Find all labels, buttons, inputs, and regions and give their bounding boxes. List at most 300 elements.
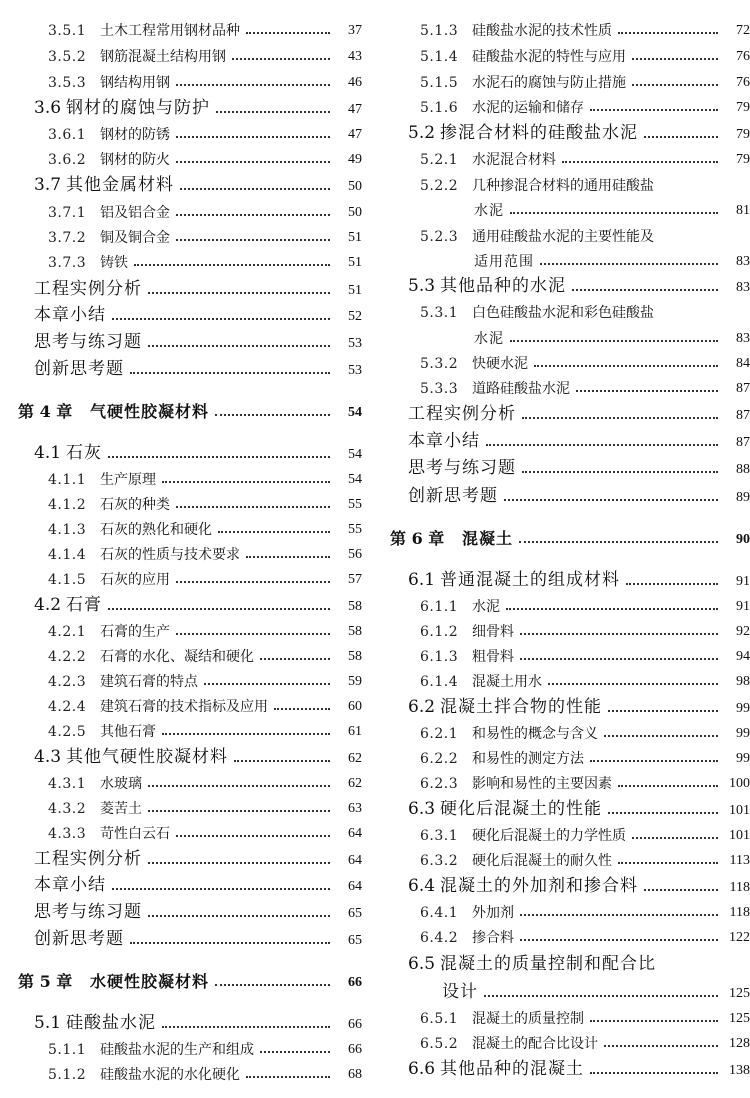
dot-leader [148, 810, 330, 812]
toc-entry-number: 4.3.1 [48, 776, 87, 792]
toc-entry[interactable] [388, 457, 750, 477]
toc-entry-number: 5.2.1 [420, 152, 459, 168]
dot-leader [108, 456, 330, 458]
toc-entry-number: 4.2.2 [48, 649, 87, 665]
dot-leader [644, 889, 718, 891]
dot-leader [176, 214, 330, 216]
toc-entry[interactable] [0, 970, 362, 990]
toc-entry-page: 61 [348, 724, 362, 739]
toc-entry-page: 37 [348, 23, 362, 38]
toc-entry[interactable] [0, 517, 362, 537]
dot-leader [246, 1076, 330, 1078]
toc-entry-page: 101 [729, 828, 750, 843]
toc-entry-page: 62 [348, 776, 362, 791]
toc-entry-page: 57 [348, 572, 362, 587]
toc-entry-title: 混凝土的质量控制和配合比 [440, 954, 656, 974]
dot-leader [522, 471, 718, 473]
toc-entry-title: 创新思考题 [408, 486, 498, 506]
toc-entry-title: 生产原理 [100, 472, 156, 488]
toc-entry-title: 掺合料 [472, 930, 514, 946]
toc-entry-title: 普通混凝土的组成材料 [440, 570, 620, 590]
toc-entry-number: 5.1 [34, 1013, 62, 1033]
toc-entry-title: 石膏的生产 [100, 624, 170, 640]
toc-entry-title: 本章小结 [408, 431, 480, 451]
toc-entry[interactable] [0, 719, 362, 739]
toc-entry[interactable] [0, 18, 362, 38]
toc-entry[interactable] [388, 798, 750, 818]
toc-entry[interactable] [388, 95, 750, 115]
toc-entry-title: 水玻璃 [100, 776, 142, 792]
toc-entry[interactable] [0, 358, 362, 378]
toc-entry[interactable] [388, 696, 750, 716]
toc-entry-page: 118 [729, 905, 750, 920]
toc-entry-title: 混凝土的配合比设计 [472, 1036, 598, 1052]
toc-entry[interactable] [388, 485, 750, 505]
toc-entry[interactable] [388, 925, 750, 945]
toc-entry[interactable] [0, 70, 362, 90]
dot-leader [484, 995, 718, 997]
toc-entry-title: 石膏 [66, 595, 102, 615]
toc-entry-page: 87 [736, 408, 750, 423]
toc-entry-title: 本章小结 [34, 305, 106, 325]
toc-entry[interactable] [0, 542, 362, 562]
dot-leader [130, 372, 330, 374]
toc-entry-title: 工程实例分析 [34, 849, 142, 869]
toc-entry-title: 硅酸盐水泥的技术性质 [472, 23, 612, 39]
toc-entry[interactable] [388, 44, 750, 64]
toc-entry-number: 3.6.2 [48, 152, 87, 168]
toc-entry-title: 石灰的熟化和硬化 [100, 522, 212, 538]
dot-leader [218, 531, 330, 533]
toc-entry[interactable] [0, 331, 362, 351]
toc-entry-number: 5.2.3 [420, 229, 459, 245]
toc-entry[interactable] [0, 122, 362, 142]
dot-leader [520, 658, 718, 660]
toc-entry[interactable] [0, 174, 362, 194]
dot-leader [522, 417, 718, 419]
dot-leader [576, 390, 718, 392]
toc-entry-title: 混凝土用水 [472, 674, 542, 690]
toc-entry-title: 本章小结 [34, 875, 106, 895]
toc-entry-title: 思考与练习题 [34, 902, 142, 922]
toc-entry-number: 5.3 [408, 276, 436, 296]
dot-leader [176, 835, 330, 837]
toc-entry-number: 6.1.1 [420, 599, 459, 615]
toc-entry-title: 影响和易性的主要因素 [472, 776, 612, 792]
toc-entry-page: 64 [348, 879, 362, 894]
dot-leader [618, 785, 718, 787]
toc-entry-page: 79 [736, 100, 750, 115]
toc-entry-number: 6.6 [408, 1059, 436, 1079]
toc-entry-title: 土木工程常用钢材品种 [100, 23, 240, 39]
toc-entry[interactable] [388, 771, 750, 791]
toc-entry-title: 粗骨料 [472, 649, 514, 665]
toc-entry-number: 3.7.3 [48, 255, 87, 271]
toc-entry[interactable] [0, 492, 362, 512]
toc-entry-page: 53 [348, 336, 362, 351]
dot-leader [506, 608, 718, 610]
toc-entry-page: 98 [736, 674, 750, 689]
dot-leader [148, 785, 330, 787]
toc-entry-title: 适用范围 [474, 254, 534, 270]
toc-entry-number: 6.2 [408, 697, 436, 717]
toc-entry[interactable] [0, 567, 362, 587]
toc-entry-title: 水泥石的腐蚀与防止措施 [472, 75, 626, 91]
toc-entry-number: 6.3 [408, 799, 436, 819]
toc-entry[interactable] [388, 18, 750, 38]
toc-entry-page: 81 [736, 203, 750, 218]
toc-entry-title: 通用硅酸盐水泥的主要性能及 [472, 229, 654, 245]
toc-entry-title: 气硬性胶凝材料 [90, 402, 210, 421]
dot-leader [108, 608, 330, 610]
toc-entry[interactable] [388, 122, 750, 142]
toc-entry-number: 6.2.3 [420, 776, 459, 792]
toc-entry-page: 118 [729, 880, 750, 895]
toc-right-column [388, 0, 750, 1098]
toc-entry[interactable] [388, 900, 750, 920]
toc-entry-page: 54 [348, 447, 362, 462]
toc-entry[interactable] [388, 1058, 750, 1078]
toc-entry-title: 铸铁 [100, 255, 128, 271]
toc-entry-page: 68 [348, 1067, 362, 1082]
toc-entry[interactable] [388, 173, 750, 193]
toc-entry-page: 56 [348, 547, 362, 562]
toc-entry-title: 其他金属材料 [66, 175, 174, 195]
toc-entry[interactable] [388, 70, 750, 90]
toc-entry-title: 快硬水泥 [472, 356, 528, 372]
toc-entry[interactable] [388, 300, 750, 320]
toc-entry[interactable] [0, 1012, 362, 1032]
dot-leader [632, 837, 718, 839]
toc-entry[interactable] [0, 467, 362, 487]
toc-entry-title: 硅酸盐水泥的生产和组成 [100, 1042, 254, 1058]
toc-entry-title: 水泥混合材料 [472, 152, 556, 168]
toc-entry-number: 6.1.4 [420, 674, 459, 690]
toc-entry-title: 钢材的腐蚀与防护 [66, 98, 210, 118]
dot-leader [618, 862, 718, 864]
toc-entry-title: 掺混合材料的硅酸盐水泥 [440, 123, 638, 143]
toc-entry[interactable] [388, 746, 750, 766]
toc-entry[interactable] [388, 569, 750, 589]
toc-entry[interactable] [388, 198, 750, 218]
toc-entry[interactable] [388, 594, 750, 614]
dot-leader [572, 289, 718, 291]
toc-entry-title: 和易性的概念与含义 [472, 726, 598, 742]
toc-entry[interactable] [0, 225, 362, 245]
toc-entry-number: 6.1 [408, 570, 436, 590]
toc-entry-page: 72 [736, 23, 750, 38]
toc-entry[interactable] [0, 442, 362, 462]
toc-entry-page: 88 [736, 462, 750, 477]
toc-entry[interactable] [0, 594, 362, 614]
toc-entry[interactable] [388, 430, 750, 450]
toc-entry-title: 外加剂 [472, 905, 514, 921]
dot-leader [215, 414, 330, 416]
toc-entry[interactable] [0, 619, 362, 639]
toc-entry-number: 4.2.4 [48, 699, 87, 715]
toc-entry-page: 87 [736, 435, 750, 450]
toc-entry[interactable] [0, 97, 362, 117]
dot-leader [534, 365, 718, 367]
toc-entry-number: 5.2 [408, 123, 436, 143]
toc-entry[interactable] [388, 669, 750, 689]
toc-entry-page: 100 [729, 776, 750, 791]
toc-entry-page: 84 [736, 356, 750, 371]
dot-leader [176, 84, 330, 86]
dot-leader [562, 161, 718, 163]
toc-entry-title: 建筑石膏的特点 [100, 674, 198, 690]
toc-entry-number: 5.1.6 [420, 100, 459, 116]
toc-entry-number: 第 5 章 [18, 972, 73, 991]
toc-entry-page: 64 [348, 853, 362, 868]
toc-entry-page: 50 [348, 179, 362, 194]
toc-entry[interactable] [0, 250, 362, 270]
toc-entry-page: 66 [348, 1042, 362, 1057]
toc-entry-page: 92 [736, 624, 750, 639]
toc-entry-page: 47 [348, 102, 362, 117]
toc-entry[interactable] [0, 400, 362, 420]
toc-entry[interactable] [0, 669, 362, 689]
toc-entry-title: 硬化后混凝土的耐久性 [472, 853, 612, 869]
toc-entry-page: 83 [736, 254, 750, 269]
toc-entry[interactable] [388, 1031, 750, 1051]
toc-entry[interactable] [388, 326, 750, 346]
dot-leader [246, 32, 330, 34]
dot-leader [176, 506, 330, 508]
toc-entry-title: 思考与练习题 [34, 332, 142, 352]
toc-entry[interactable] [0, 694, 362, 714]
toc-entry-page: 50 [348, 205, 362, 220]
toc-entry-page: 83 [736, 280, 750, 295]
toc-entry-title: 细骨料 [472, 624, 514, 640]
dot-leader [486, 444, 718, 446]
toc-entry[interactable] [388, 376, 750, 396]
toc-entry[interactable] [388, 147, 750, 167]
dot-leader [520, 914, 718, 916]
toc-entry-number: 3.7 [34, 175, 62, 195]
toc-entry[interactable] [0, 821, 362, 841]
toc-entry-title: 水泥的运输和储存 [472, 100, 584, 116]
toc-entry[interactable] [0, 304, 362, 324]
toc-entry-page: 125 [729, 1011, 750, 1026]
toc-entry[interactable] [0, 901, 362, 921]
toc-entry-title: 其他石膏 [100, 724, 156, 740]
dot-leader [260, 658, 330, 660]
toc-entry-number: 4.2.1 [48, 624, 87, 640]
toc-entry-page: 90 [736, 532, 750, 547]
toc-entry-page: 79 [736, 127, 750, 142]
toc-entry-page: 122 [729, 930, 750, 945]
toc-entry-title: 水泥 [474, 331, 504, 347]
toc-entry-title: 工程实例分析 [408, 404, 516, 424]
toc-entry[interactable] [0, 44, 362, 64]
dot-leader [176, 633, 330, 635]
toc-entry-number: 6.5.2 [420, 1036, 459, 1052]
toc-entry[interactable] [388, 527, 750, 547]
toc-entry[interactable] [388, 224, 750, 244]
dot-leader [604, 1045, 718, 1047]
toc-entry-number: 5.3.3 [420, 381, 459, 397]
dot-leader [148, 345, 330, 347]
toc-entry[interactable] [388, 249, 750, 269]
toc-entry-page: 51 [348, 283, 362, 298]
toc-entry-page: 46 [348, 75, 362, 90]
toc-entry-page: 58 [348, 599, 362, 614]
toc-entry-title: 混凝土的质量控制 [472, 1011, 584, 1027]
toc-entry[interactable] [0, 746, 362, 766]
toc-entry-number: 5.3.1 [420, 305, 459, 321]
toc-entry[interactable] [0, 1062, 362, 1082]
toc-entry-page: 113 [729, 853, 750, 868]
dot-leader [274, 708, 330, 710]
toc-entry[interactable] [0, 874, 362, 894]
dot-leader [644, 136, 718, 138]
toc-entry-number: 3.5.1 [48, 23, 87, 39]
toc-entry-page: 55 [348, 522, 362, 537]
toc-entry-number: 4.1.1 [48, 472, 87, 488]
toc-entry[interactable] [0, 1037, 362, 1057]
toc-entry-title: 其他品种的水泥 [440, 276, 566, 296]
toc-entry[interactable] [388, 619, 750, 639]
dot-leader [519, 541, 718, 543]
dot-leader [148, 862, 330, 864]
toc-entry-number: 5.2.2 [420, 178, 459, 194]
toc-entry-number: 5.1.4 [420, 49, 459, 65]
dot-leader [162, 481, 330, 483]
toc-entry-title: 钢筋混凝土结构用钢 [100, 49, 226, 65]
toc-entry-page: 66 [348, 975, 362, 990]
toc-entry-number: 6.2.1 [420, 726, 459, 742]
dot-leader [176, 581, 330, 583]
toc-entry-title: 思考与练习题 [408, 458, 516, 478]
toc-entry-page: 59 [348, 674, 362, 689]
dot-leader [176, 136, 330, 138]
toc-entry-title: 石灰 [66, 443, 102, 463]
toc-entry-title: 混凝土 [462, 529, 514, 548]
toc-entry[interactable] [0, 848, 362, 868]
dot-leader [520, 939, 718, 941]
toc-entry-title: 和易性的测定方法 [472, 751, 584, 767]
toc-entry[interactable] [388, 953, 750, 973]
dot-leader [204, 683, 330, 685]
toc-entry-title: 水泥 [474, 203, 504, 219]
toc-entry[interactable] [388, 644, 750, 664]
dot-leader [180, 188, 330, 190]
toc-entry-page: 94 [736, 649, 750, 664]
toc-entry-title: 苛性白云石 [100, 826, 170, 842]
toc-entry-page: 99 [736, 701, 750, 716]
toc-entry-number: 3.7.1 [48, 205, 87, 221]
toc-entry[interactable] [0, 771, 362, 791]
dot-leader [148, 915, 330, 917]
toc-entry[interactable] [388, 351, 750, 371]
toc-entry[interactable] [0, 278, 362, 298]
toc-entry-page: 89 [736, 490, 750, 505]
toc-entry-page: 125 [729, 986, 750, 1001]
toc-entry[interactable] [0, 928, 362, 948]
toc-entry-number: 3.6 [34, 98, 62, 118]
toc-entry-title: 石灰的性质与技术要求 [100, 547, 240, 563]
toc-entry-page: 60 [348, 699, 362, 714]
toc-entry-number: 5.1.1 [48, 1042, 87, 1058]
toc-entry-page: 66 [348, 1017, 362, 1032]
toc-entry[interactable] [0, 200, 362, 220]
toc-entry[interactable] [388, 403, 750, 423]
toc-entry[interactable] [388, 981, 750, 1001]
toc-entry-page: 52 [348, 309, 362, 324]
toc-entry-page: 58 [348, 624, 362, 639]
toc-entry-number: 3.5.2 [48, 49, 87, 65]
toc-entry[interactable] [388, 848, 750, 868]
toc-entry[interactable] [0, 796, 362, 816]
toc-entry-page: 47 [348, 127, 362, 142]
dot-leader [604, 735, 718, 737]
dot-leader [510, 212, 718, 214]
toc-entry[interactable] [388, 875, 750, 895]
toc-entry-page: 43 [348, 49, 362, 64]
dot-leader [148, 292, 330, 294]
toc-entry-page: 58 [348, 649, 362, 664]
toc-entry[interactable] [388, 823, 750, 843]
dot-leader [216, 111, 330, 113]
toc-entry-number: 4.1.2 [48, 497, 87, 513]
toc-entry-title: 石灰的应用 [100, 572, 170, 588]
dot-leader [176, 239, 330, 241]
toc-entry-number: 5.1.3 [420, 23, 459, 39]
toc-entry-page: 101 [729, 803, 750, 818]
dot-leader [626, 583, 718, 585]
dot-leader [112, 318, 330, 320]
dot-leader [590, 760, 718, 762]
toc-entry-number: 6.4 [408, 876, 436, 896]
toc-entry-number: 6.5.1 [420, 1011, 459, 1027]
toc-entry-title: 工程实例分析 [34, 279, 142, 299]
toc-entry[interactable] [0, 147, 362, 167]
dot-leader [130, 942, 330, 944]
toc-entry-number: 6.4.2 [420, 930, 459, 946]
toc-entry-page: 79 [736, 152, 750, 167]
toc-entry-number: 3.7.2 [48, 230, 87, 246]
toc-entry-title: 硅酸盐水泥 [66, 1013, 156, 1033]
toc-entry-page: 87 [736, 381, 750, 396]
toc-entry[interactable] [388, 275, 750, 295]
toc-entry-title: 石灰的种类 [100, 497, 170, 513]
toc-entry-number: 6.4.1 [420, 905, 459, 921]
toc-entry-title: 硬化后混凝土的性能 [440, 799, 602, 819]
toc-entry[interactable] [388, 721, 750, 741]
toc-entry-title: 其他品种的混凝土 [440, 1059, 584, 1079]
dot-leader [608, 812, 718, 814]
toc-entry[interactable] [388, 1006, 750, 1026]
toc-entry-number: 4.3.2 [48, 801, 87, 817]
toc-entry-title: 硅酸盐水泥的特性与应用 [472, 49, 626, 65]
toc-entry-page: 91 [736, 574, 750, 589]
toc-entry-number: 4.2 [34, 595, 62, 615]
dot-leader [234, 760, 330, 762]
dot-leader [590, 109, 718, 111]
toc-entry-number: 6.2.2 [420, 751, 459, 767]
toc-entry-page: 76 [736, 49, 750, 64]
toc-entry-title: 铝及铝合金 [100, 205, 170, 221]
toc-entry-page: 99 [736, 726, 750, 741]
toc-entry[interactable] [0, 644, 362, 664]
dot-leader [260, 1051, 330, 1053]
dot-leader [162, 733, 330, 735]
dot-leader [162, 1026, 330, 1028]
toc-entry-page: 64 [348, 826, 362, 841]
toc-entry-title: 钢材的防火 [100, 152, 170, 168]
toc-entry-number: 4.3.3 [48, 826, 87, 842]
